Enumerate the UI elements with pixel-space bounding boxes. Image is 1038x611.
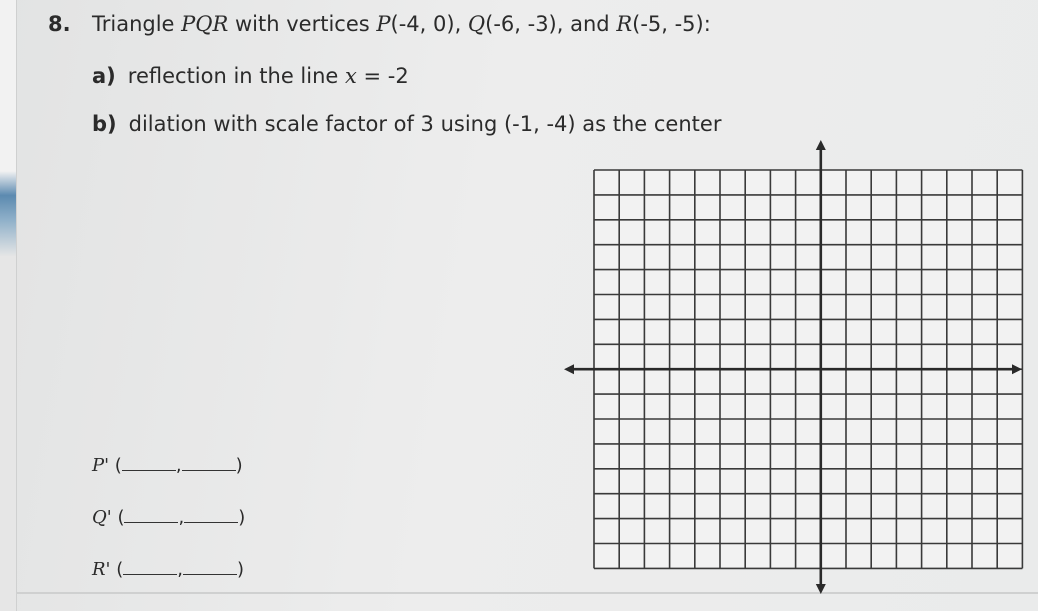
comma: ,: [175, 455, 182, 476]
page-edge-strip: [0, 0, 16, 611]
vertex-r-label: R: [616, 12, 633, 36]
question-number: 8.: [48, 12, 71, 36]
prompt-intro: Triangle: [92, 12, 182, 36]
answer-point-label: R': [92, 559, 111, 580]
answer-q-prime: [92, 507, 245, 528]
vertex-q-coords: (-6, -3): [485, 12, 557, 36]
part-a-text: reflection in the line: [127, 64, 345, 88]
coordinate-grid[interactable]: [560, 140, 1030, 595]
paren-close: ): [238, 507, 246, 528]
answer-x-blank[interactable]: [122, 456, 176, 471]
answer-x-blank[interactable]: [123, 560, 177, 575]
comma: ,: [178, 507, 185, 528]
answer-point-label: P': [92, 455, 110, 476]
vertex-r-coords: (-5, -5):: [632, 12, 711, 36]
paren-close: ): [237, 559, 245, 580]
vertex-p-coords: (-4, 0): [390, 12, 455, 36]
vertex-q-label: Q: [467, 12, 486, 36]
paren-open: (: [117, 507, 125, 528]
comma: ,: [177, 559, 184, 580]
part-a: [92, 64, 409, 88]
part-b: [92, 112, 721, 136]
answer-x-blank[interactable]: [124, 508, 178, 523]
vertex-p-label: P: [376, 12, 391, 36]
answer-p-prime: [92, 455, 243, 476]
x-axis-left-arrow: [564, 364, 574, 374]
page-left-border: [16, 0, 17, 611]
separator: , and: [556, 12, 617, 36]
part-a-variable: x: [345, 64, 357, 88]
answer-y-blank[interactable]: [182, 456, 236, 471]
answer-y-blank[interactable]: [184, 508, 238, 523]
question-prompt: [92, 12, 711, 36]
prompt-mid: with vertices: [228, 12, 377, 36]
triangle-name: PQR: [181, 12, 229, 36]
y-axis-up-arrow: [816, 140, 826, 150]
part-a-value: = -2: [356, 64, 409, 88]
paren-close: ): [235, 455, 243, 476]
answer-r-prime: [92, 559, 244, 580]
part-b-text: dilation with scale factor of 3 using (-1, -4) as the center: [128, 112, 722, 136]
y-axis-down-arrow: [816, 584, 826, 594]
paren-open: (: [116, 559, 124, 580]
separator: ,: [454, 12, 468, 36]
paren-open: (: [114, 455, 122, 476]
answer-point-label: Q': [92, 507, 112, 528]
part-a-label: a): [92, 64, 116, 88]
part-b-label: b): [92, 112, 117, 136]
answer-y-blank[interactable]: [183, 560, 237, 575]
